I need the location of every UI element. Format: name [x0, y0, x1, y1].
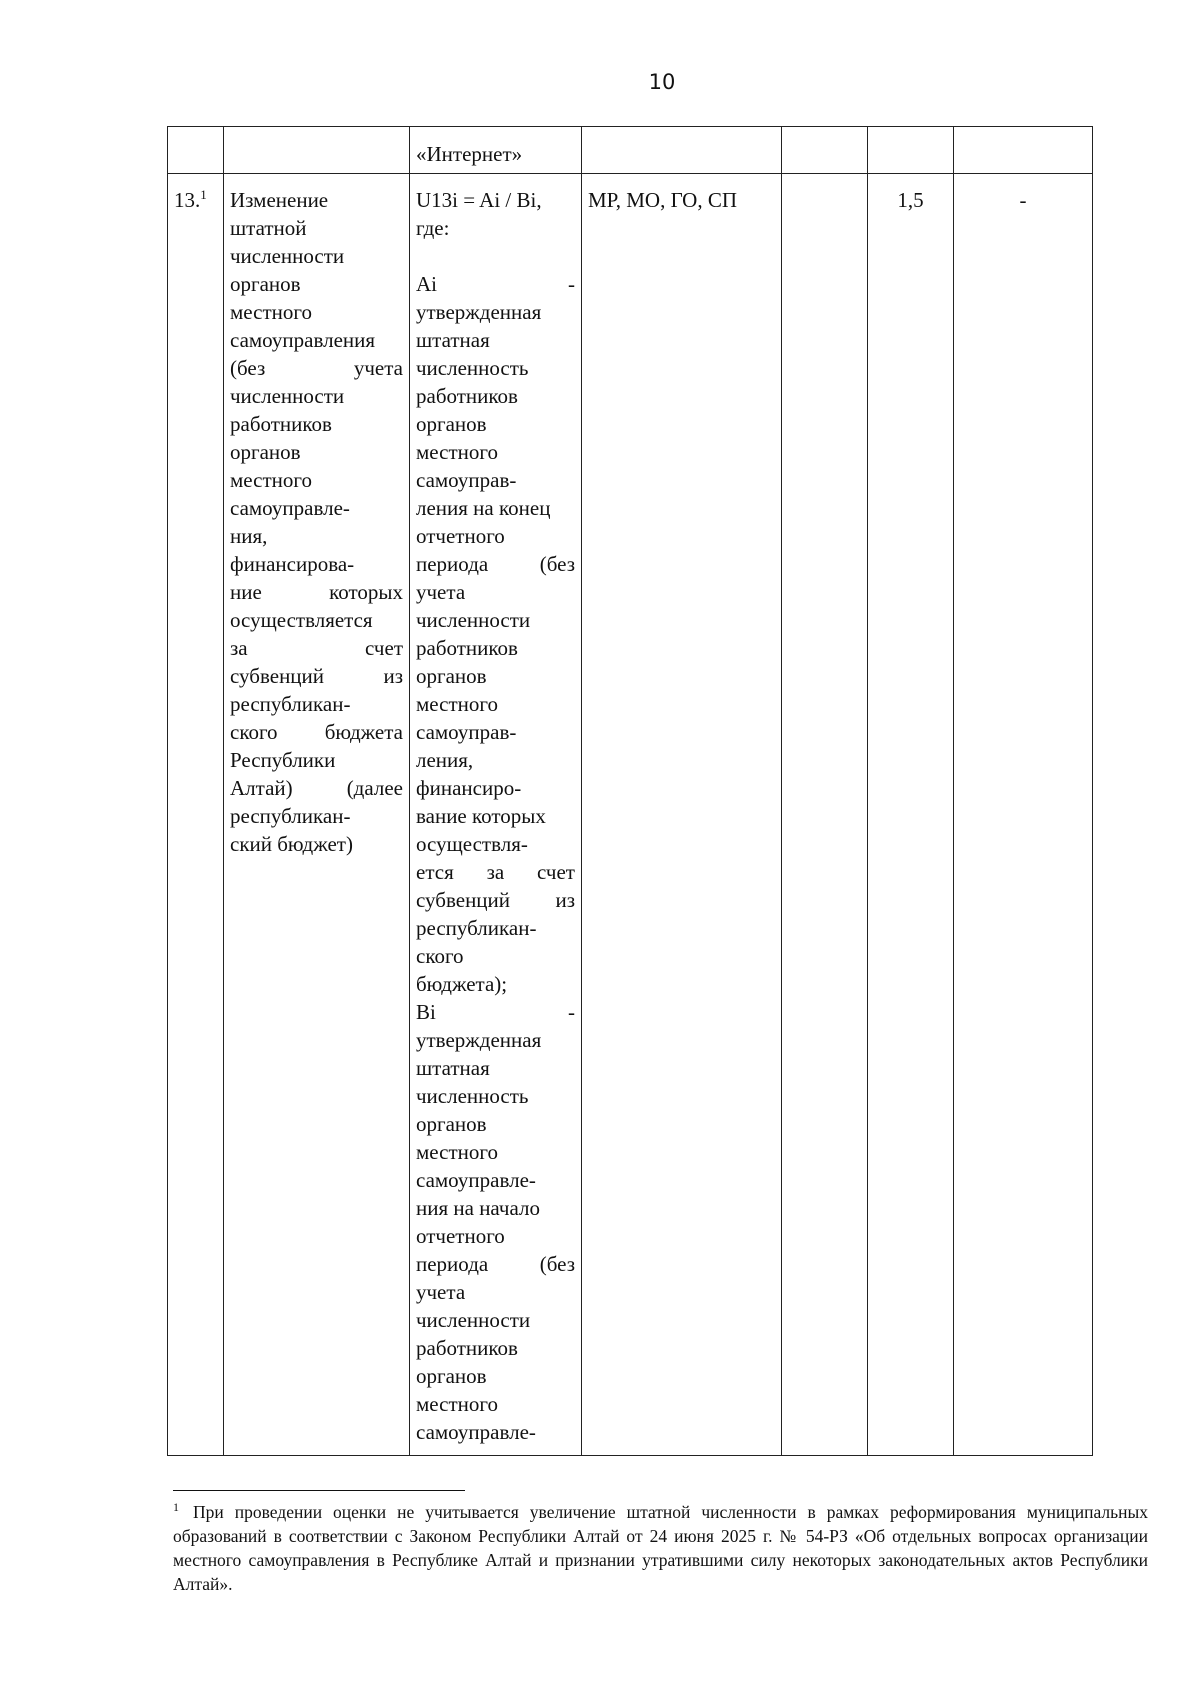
text-line: органов [230, 272, 301, 296]
text-line: штатная [416, 1056, 490, 1080]
text-line: местного [416, 440, 498, 464]
text-line: самоуправ- [416, 720, 517, 744]
text-line: работников [230, 412, 332, 436]
cont-cell-7 [954, 127, 1093, 174]
text-line: численность [416, 356, 529, 380]
text-line: учета [416, 1280, 466, 1304]
text-line: работников [416, 1336, 518, 1360]
text-line: штатная [416, 328, 490, 352]
text-line: ления, [416, 748, 474, 772]
text-line: ления на конец [416, 496, 551, 520]
text-line: работников [416, 636, 518, 660]
text-line: численность [416, 1084, 529, 1108]
text-line: органов [416, 412, 487, 436]
text-line: численности [416, 608, 531, 632]
row-number-cell [168, 174, 224, 1456]
text-line: местного [416, 692, 498, 716]
text-line: ского [416, 944, 464, 968]
cont-cell-5 [782, 127, 868, 174]
text-line: финансирова- [230, 552, 355, 576]
text-line: республикан- [230, 692, 351, 716]
text-line: работников [416, 384, 518, 408]
text-line [416, 242, 575, 270]
text-line: периода (без [416, 1252, 575, 1276]
text-line: органов [416, 664, 487, 688]
text-line: органов [416, 1112, 487, 1136]
text-line: финансиро- [416, 776, 522, 800]
text-line: (без учета [230, 356, 403, 380]
text-line: самоуправления [230, 328, 376, 352]
text-line: ского бюджета [230, 720, 403, 744]
text-line: учета [416, 580, 466, 604]
footnote-text: При проведении оценки не учитывается увеличение штатной численности в рамках реформирования муниципальных образований в соответствии с Законом Республики Алтай от 24 июня 2025 г. № 54-РЗ «Об отдельных вопросах организации местного самоуправления в Республике Алтай и признании утратившими силу некоторых законодательных актов Республики Алтай». [173, 1502, 1148, 1594]
row-number: 13. [174, 188, 201, 212]
cont-cell-scope [582, 127, 782, 174]
indicator-row-13-1 [168, 174, 1093, 1456]
text-line: штатной [230, 216, 307, 240]
text-line: ния на начало [416, 1196, 540, 1220]
text-line: численности [230, 384, 345, 408]
text-line: утвержденная [416, 300, 542, 324]
cont-cell-6 [868, 127, 954, 174]
text-line: Bi - [416, 1000, 575, 1024]
text-line: самоуправле- [230, 496, 350, 520]
continuation-row [168, 127, 1093, 174]
text-line: самоуправ- [416, 468, 517, 492]
last-cell: - [954, 174, 1093, 1456]
text-line: где: [416, 216, 450, 240]
cont-cell-formula: «Интернет» [410, 127, 582, 174]
text-line: осуществля- [416, 832, 528, 856]
text-line: местного [416, 1392, 498, 1416]
text-line: отчетного [416, 1224, 505, 1248]
formula-cell [410, 174, 582, 1456]
text-line: периода (без [416, 552, 575, 576]
indicator-name-cell [224, 174, 410, 1456]
text-line: местного [416, 1140, 498, 1164]
text-line: бюджета); [416, 972, 508, 996]
cont-cell-indicator [224, 127, 410, 174]
text-line: республикан- [230, 804, 351, 828]
text-line: осуществляется [230, 608, 373, 632]
cont-cell-number [168, 127, 224, 174]
footnote-ref: 1 [200, 187, 207, 202]
indicator-table [167, 126, 1093, 1456]
text-line: численности [230, 244, 345, 268]
text-line: субвенций из [416, 888, 575, 912]
footnote [173, 1500, 1148, 1596]
text-line: органов [230, 440, 301, 464]
text-line: органов [416, 1364, 487, 1388]
text-line: республикан- [416, 916, 537, 940]
text-line: ние которых [230, 580, 403, 604]
footnote-divider [173, 1490, 465, 1491]
text-line: вание которых [416, 804, 546, 828]
text-line: ния, [230, 524, 268, 548]
text-line: утвержденная [416, 1028, 542, 1052]
text-line: самоуправле- [416, 1168, 536, 1192]
text-line: местного [230, 300, 312, 324]
text-line: субвенций из [230, 664, 403, 688]
weight-cell: 1,5 [868, 174, 954, 1456]
text-line: ский бюджет) [230, 832, 353, 856]
text-line: Изменение [230, 188, 329, 212]
text-line: местного [230, 468, 312, 492]
column5-cell [782, 174, 868, 1456]
text-line: U13i = Ai / Bi, [416, 188, 542, 212]
scope-cell: МР, МО, ГО, СП [582, 174, 782, 1456]
footnote-marker: 1 [173, 1500, 179, 1515]
text-line: Ai - [416, 272, 575, 296]
text-line: отчетного [416, 524, 505, 548]
text-line: ется за счет [416, 860, 575, 884]
page-number: 10 [648, 70, 676, 94]
text-line: Республики [230, 748, 336, 772]
text-line: численности [416, 1308, 531, 1332]
text-line: самоуправле- [416, 1420, 536, 1444]
text-line: за счет [230, 636, 403, 660]
text-line: Алтай) (далее [230, 776, 403, 800]
